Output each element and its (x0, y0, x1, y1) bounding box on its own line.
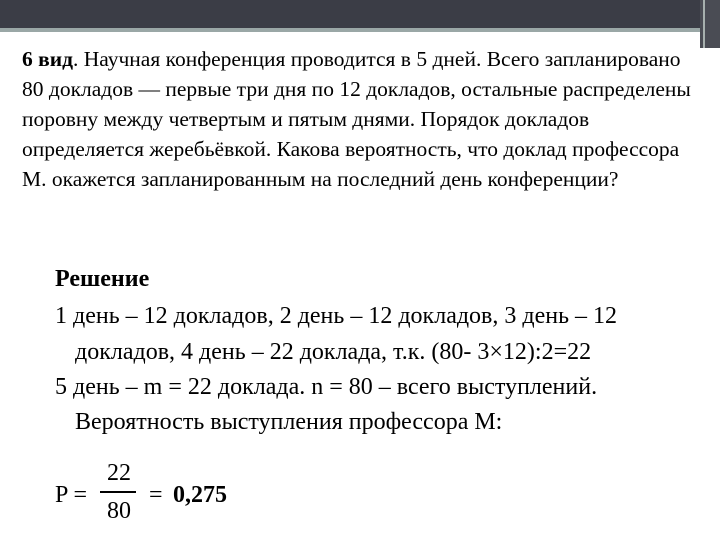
solution-line-1: 1 день – 12 докладов, 2 день – 12 докладов, 3 день – 12 (55, 303, 618, 329)
solution-heading: Решение (55, 266, 150, 292)
task-statement (22, 44, 702, 194)
fraction-denominator: 80 (107, 498, 131, 524)
solution-line-4: Вероятность выступления профессора М: (75, 409, 503, 435)
fraction-bar (100, 491, 136, 493)
probability-formula (55, 460, 355, 524)
corner-ribbon-stripe (703, 0, 705, 48)
fraction-numerator: 22 (107, 460, 131, 486)
formula-equals: = (149, 482, 163, 508)
formula-result: 0,275 (173, 482, 227, 508)
task-label: 6 вид (22, 47, 73, 71)
formula-lhs: P = (55, 482, 87, 508)
header-accent-line (0, 28, 720, 32)
task-body: . Научная конференция проводится в 5 дней. Всего запланировано 80 докладов — первые три дня по 12 докладов, остальные распределены поровну между четвертым и пятым днями. Порядок докладов определяется жеребьёвкой. Какова вероятность, что доклад профессора М. окажется запланированным на последний день конференции? (22, 47, 691, 191)
solution-line-3: 5 день – m = 22 доклада. n = 80 – всего выступлений. (55, 374, 598, 400)
solution-line-2: докладов, 4 день – 22 доклада, т.к. (80- 3×12):2=22 (75, 339, 592, 365)
header-bar (0, 0, 720, 28)
